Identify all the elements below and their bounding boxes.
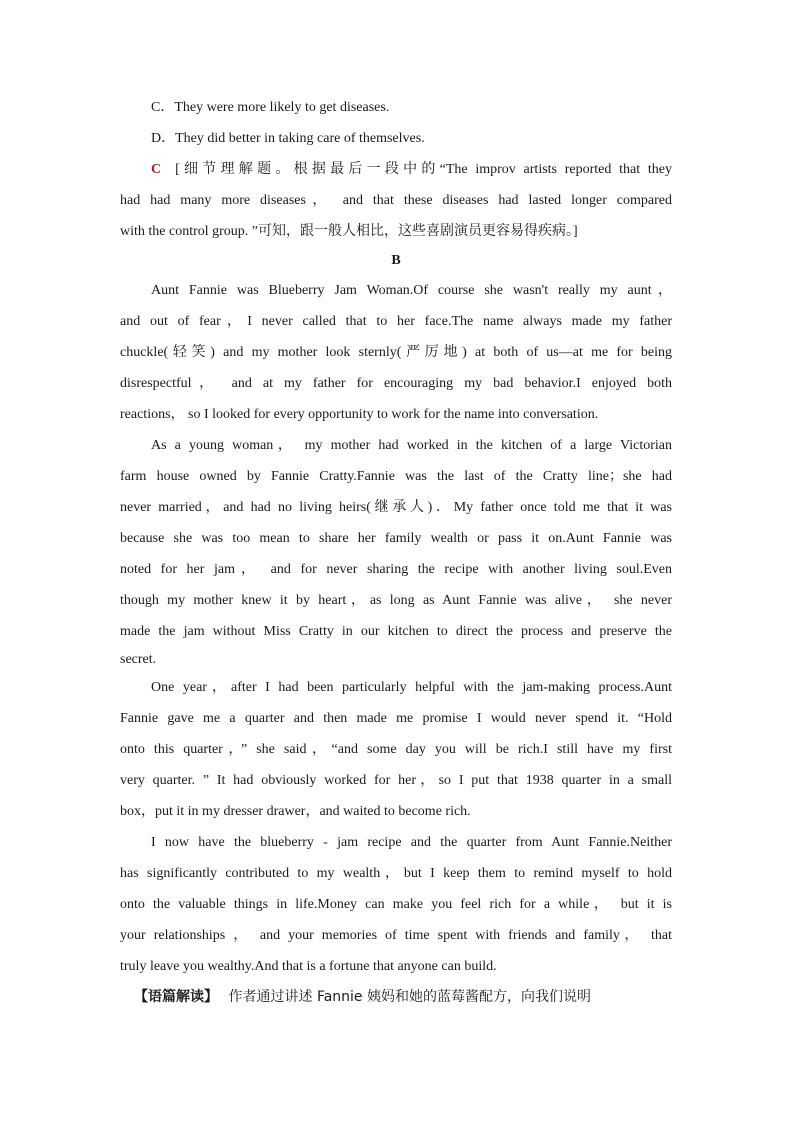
paragraph-line: One year，after I had been particularly helpful with the jam-making process.Aunt	[151, 680, 672, 695]
paragraph-4	[120, 827, 672, 982]
section-heading: B	[391, 253, 401, 268]
answer-line-2: had had many more diseases， and that these diseases had lasted longer compared	[120, 193, 672, 208]
answer-letter: C	[151, 162, 162, 177]
paragraph-3	[120, 672, 672, 827]
paragraph-line: made the jam without Miss Cratty in our kitchen to direct the process and preserve the	[120, 624, 672, 639]
paragraph-line: As a young woman， my mother had worked in the kitchen of a large Victorian	[151, 438, 672, 453]
paragraph-line: noted for her jam， and for never sharing the recipe with another living soul.Even	[120, 562, 672, 577]
answer-line-3: with the control group. ”可知，跟一般人相比，这些喜剧演员更容易得疾病。]	[120, 224, 578, 239]
document-page	[120, 92, 672, 1013]
paragraph-line: onto the valuable things in life.Money can make you feel rich for a while， but it is	[120, 897, 672, 912]
answer-line-1	[120, 154, 672, 185]
paragraph-1	[120, 275, 672, 430]
paragraph-line: though my mother knew it by heart，as long as Aunt Fannie was alive， she never	[120, 593, 672, 608]
paragraph-line: disrespectful， and at my father for encouraging my bad behavior.I enjoyed both	[120, 376, 672, 391]
paragraph-line: because she was too mean to share her family wealth or pass it on.Aunt Fannie was	[120, 531, 672, 546]
reading-text: 作者通过讲述 Fannie 姨妈和她的蓝莓酱配方，向我们说明	[228, 989, 591, 1005]
paragraph-line: onto this quarter，” she said，“and some day you will be rich.I still have my first	[120, 742, 672, 757]
paragraph-line: your relationships ， and your memories of time spent with friends and family， that	[120, 928, 672, 943]
paragraph-line: chuckle(轻笑) and my mother look sternly(严厉地) at both of us—at me for being	[120, 345, 672, 360]
paragraph-line: and out of fear，I never called that to her face.The name always made my father	[120, 314, 672, 329]
paragraph-2	[120, 430, 672, 672]
paragraph-line: I now have the blueberry - jam recipe and the quarter from Aunt Fannie.Neither	[151, 835, 672, 850]
paragraph-line: truly leave you wealthy.And that is a fortune that anyone can build.	[120, 959, 497, 974]
paragraph-line: reactions， so I looked for every opportunity to work for the name into conversation.	[120, 407, 599, 422]
paragraph-line: secret.	[120, 652, 157, 667]
paragraph-line: never married，and had no living heirs(继承人)．My father once told me that it was	[120, 500, 672, 515]
answer-text-1: [细节理解题。根据最后一段中的“The improv artists reported that they	[175, 162, 672, 177]
paragraph-line: farm house owned by Fannie Cratty.Fannie was the last of the Cratty line；she had	[120, 469, 672, 484]
answer-explanation	[120, 154, 672, 247]
option-d: D．They did better in taking care of themselves.	[151, 131, 425, 146]
option-c: C．They were more likely to get diseases.	[151, 100, 390, 115]
paragraph-line: has significantly contributed to my wealth，but I keep them to remind myself to hold	[120, 866, 672, 881]
reading-label: 【语篇解读】	[134, 989, 218, 1005]
paragraph-line: very quarter. ” It had obviously worked for her，so I put that 1938 quarter in a small	[120, 773, 672, 788]
paragraph-line: Aunt Fannie was Blueberry Jam Woman.Of course she wasn't really my aunt，	[151, 283, 672, 298]
paragraph-line: Fannie gave me a quarter and then made me promise I would never spend it. “Hold	[120, 711, 672, 726]
paragraph-line: box，put it in my dresser drawer，and waited to become rich.	[120, 804, 471, 819]
reading-summary	[120, 982, 672, 1013]
